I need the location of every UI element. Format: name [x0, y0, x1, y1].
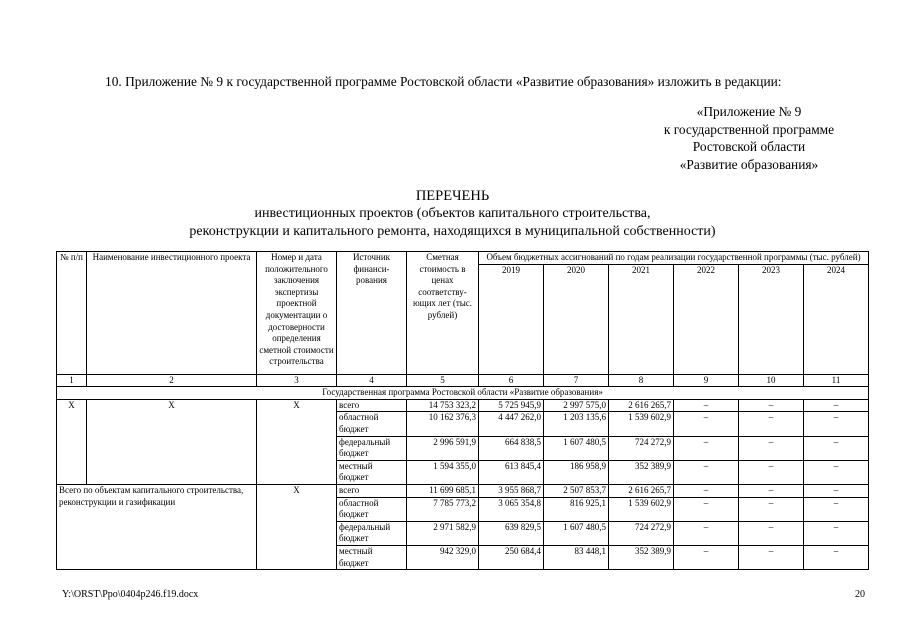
source-cell: федеральный бюджет	[337, 521, 407, 545]
column-number: 2	[87, 374, 257, 387]
value-cell: –	[739, 460, 804, 484]
source-cell: областной бюджет	[337, 412, 407, 436]
value-cell: 639 829,5	[479, 521, 544, 545]
column-number: 9	[674, 374, 739, 387]
column-number: 1	[57, 374, 87, 387]
value-cell: –	[804, 497, 869, 521]
cost-cell: 10 162 376,3	[407, 412, 479, 436]
value-cell: 250 684,4	[479, 545, 544, 569]
value-cell: –	[804, 484, 869, 497]
header-cost: Сметная стоимость в ценах соответству-ющих лет (тыс. рублей)	[407, 252, 479, 375]
cost-cell: 14 753 323,2	[407, 399, 479, 412]
value-cell: 4 447 262,0	[479, 412, 544, 436]
header-num: № п/п	[57, 252, 87, 375]
header-source: Источник финанси-рования	[337, 252, 407, 375]
value-cell: 3 955 868,7	[479, 484, 544, 497]
column-number: 3	[257, 374, 337, 387]
source-cell: федеральный бюджет	[337, 436, 407, 460]
title-line-3: реконструкции и капитального ремонта, находящихся в муниципальной собственности)	[189, 224, 716, 239]
cost-cell: 1 594 355,0	[407, 460, 479, 484]
value-cell: 664 838,5	[479, 436, 544, 460]
value-cell: –	[804, 436, 869, 460]
value-cell: 2 997 575,0	[544, 399, 609, 412]
column-number: 7	[544, 374, 609, 387]
value-cell: –	[804, 521, 869, 545]
intro-paragraph: 10. Приложение № 9 к государственной программе Ростовской области «Развитие образования» изложить в редакции:	[105, 74, 782, 89]
title-line-2: инвестиционных проектов (объектов капитального строительства,	[254, 206, 651, 221]
cost-cell: 2 971 582,9	[407, 521, 479, 545]
value-cell: 613 845,4	[479, 460, 544, 484]
annex-line-1: «Приложение № 9	[696, 104, 802, 119]
header-year: 2019	[479, 264, 544, 374]
value-cell: 1 607 480,5	[544, 521, 609, 545]
value-cell: 1 539 602,9	[609, 497, 674, 521]
value-cell: –	[804, 545, 869, 569]
program-title: Государственная программа Ростовской области «Развитие образования»	[57, 387, 869, 400]
column-number: 10	[739, 374, 804, 387]
value-cell: 724 272,9	[609, 521, 674, 545]
value-cell: –	[674, 484, 739, 497]
value-cell: –	[739, 545, 804, 569]
value-cell: 2 507 853,7	[544, 484, 609, 497]
value-cell: 83 448,1	[544, 545, 609, 569]
header-year: 2023	[739, 264, 804, 374]
header-year: 2024	[804, 264, 869, 374]
value-cell: –	[739, 436, 804, 460]
column-number: 11	[804, 374, 869, 387]
source-cell: всего	[337, 399, 407, 412]
investment-projects-table	[56, 251, 869, 570]
header-budget: Объем бюджетных ассигнований по годам реализации государственной программы (тыс. рублей)	[479, 252, 869, 265]
value-cell: 816 925,1	[544, 497, 609, 521]
table-row	[57, 484, 869, 497]
header-row	[57, 252, 869, 265]
value-cell: –	[739, 521, 804, 545]
annex-line-2: к государственной программе	[663, 121, 835, 137]
value-cell: –	[674, 399, 739, 412]
value-cell: 724 272,9	[609, 436, 674, 460]
value-cell: –	[804, 412, 869, 436]
value-cell: –	[674, 460, 739, 484]
source-cell: областной бюджет	[337, 497, 407, 521]
group-expertise: X	[257, 484, 337, 569]
value-cell: –	[804, 460, 869, 484]
header-year: 2022	[674, 264, 739, 374]
annex-line-3: Ростовской области	[692, 139, 806, 154]
source-cell: всего	[337, 484, 407, 497]
value-cell: –	[739, 497, 804, 521]
header-name: Наименование инвестиционного проекта	[87, 252, 257, 375]
value-cell: –	[804, 399, 869, 412]
source-cell: местный бюджет	[337, 545, 407, 569]
column-number: 8	[609, 374, 674, 387]
value-cell: –	[674, 497, 739, 521]
annex-line-4: «Развитие образования»	[679, 156, 819, 172]
value-cell: –	[674, 436, 739, 460]
column-number: 6	[479, 374, 544, 387]
cost-cell: 11 699 685,1	[407, 484, 479, 497]
value-cell: 5 725 945,9	[479, 399, 544, 412]
value-cell: –	[739, 484, 804, 497]
value-cell: –	[739, 412, 804, 436]
group-num: X	[57, 399, 87, 484]
page-number: 20	[855, 589, 865, 600]
value-cell: –	[739, 399, 804, 412]
value-cell: 1 203 135,6	[544, 412, 609, 436]
cost-cell: 2 996 591,9	[407, 436, 479, 460]
header-expertise: Номер и дата положительного заключения экспертизы проектной документации о достоверности определения сметной стоимости строительства	[257, 252, 337, 375]
title-line-1: ПЕРЕЧЕНЬ	[415, 188, 490, 204]
source-cell: местный бюджет	[337, 460, 407, 484]
value-cell: 352 389,9	[609, 545, 674, 569]
column-number: 4	[337, 374, 407, 387]
value-cell: 2 616 265,7	[609, 399, 674, 412]
value-cell: –	[674, 521, 739, 545]
value-cell: 1 607 480,5	[544, 436, 609, 460]
value-cell: 1 539 602,9	[609, 412, 674, 436]
cost-cell: 7 785 773,2	[407, 497, 479, 521]
value-cell: 3 065 354,8	[479, 497, 544, 521]
document-title	[0, 188, 905, 241]
value-cell: –	[674, 412, 739, 436]
program-row	[57, 387, 869, 400]
file-path: Y:\ORST\Ppo\0404p246.f19.docx	[62, 589, 199, 600]
column-number: 5	[407, 374, 479, 387]
group-name: Всего по объектам капитального строительства, реконструкции и газификации	[57, 484, 257, 569]
table-row	[57, 399, 869, 412]
group-expertise: X	[257, 399, 337, 484]
value-cell: 2 616 265,7	[609, 484, 674, 497]
cost-cell: 942 329,0	[407, 545, 479, 569]
header-year: 2020	[544, 264, 609, 374]
value-cell: 352 389,9	[609, 460, 674, 484]
value-cell: –	[674, 545, 739, 569]
group-name: X	[87, 399, 257, 484]
value-cell: 186 958,9	[544, 460, 609, 484]
column-numbers-row	[57, 374, 869, 387]
annex-heading	[649, 103, 849, 173]
header-year: 2021	[609, 264, 674, 374]
